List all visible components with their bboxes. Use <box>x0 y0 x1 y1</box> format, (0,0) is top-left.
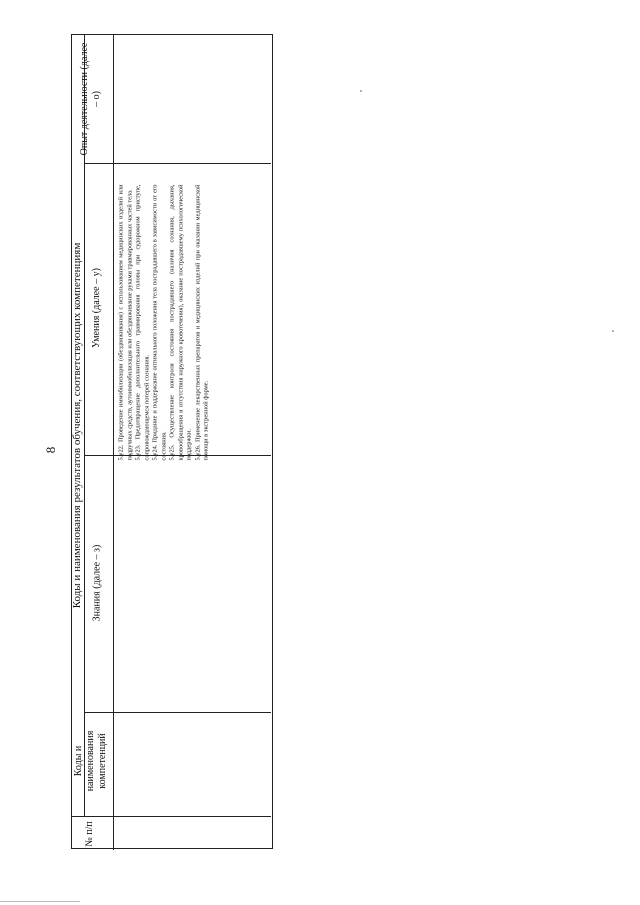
scan-speck <box>612 330 614 332</box>
page-number: 8 <box>43 446 58 454</box>
scan-edge-line <box>0 901 80 902</box>
header-results-group: Коды и наименования результатов обучения, соответствующих компетенциям <box>71 242 83 609</box>
competency-table <box>71 34 273 849</box>
column-header-divider <box>113 35 114 850</box>
col-divider-knowledge <box>84 712 271 713</box>
header-experience: Опыт деятельности (далее – о) <box>79 42 102 156</box>
header-knowledge: Знания (далее – з) <box>91 544 103 622</box>
skills-cell-text: 5.у22. Проведение иммобилизации (обездвиживания) с использованием медицинских изделий или подручных средств, аутоиммобилизация или обездвиживание руками травмированных частей тела. 5.у23. Предотвращение дополнительного травмирования головы при судорожном приступе, сопровождающемся потерей сознания. 5.у24. Придание и поддержание оптимального положения тела пострадавшего в зависимости от его состояния. 5.у25. Осуществление контроля состояния пострадавшего (наличия сознания, дыхания, кровообращения и отсутствия наружного кровотечения), оказание пострадавшему психологической поддержки. 5.у26. Применение лекарственных препаратов и медицинских изделий при оказании медицинской помощи в экстренной форме. <box>117 184 210 461</box>
header-skills: Умения (далее – у) <box>91 268 102 348</box>
header-num: № п/п <box>84 821 95 847</box>
header-codes: Коды и наименования компетенций <box>73 730 108 792</box>
col-divider-codes <box>72 816 271 817</box>
col-divider-experience <box>84 163 271 164</box>
scan-speck <box>360 90 362 92</box>
